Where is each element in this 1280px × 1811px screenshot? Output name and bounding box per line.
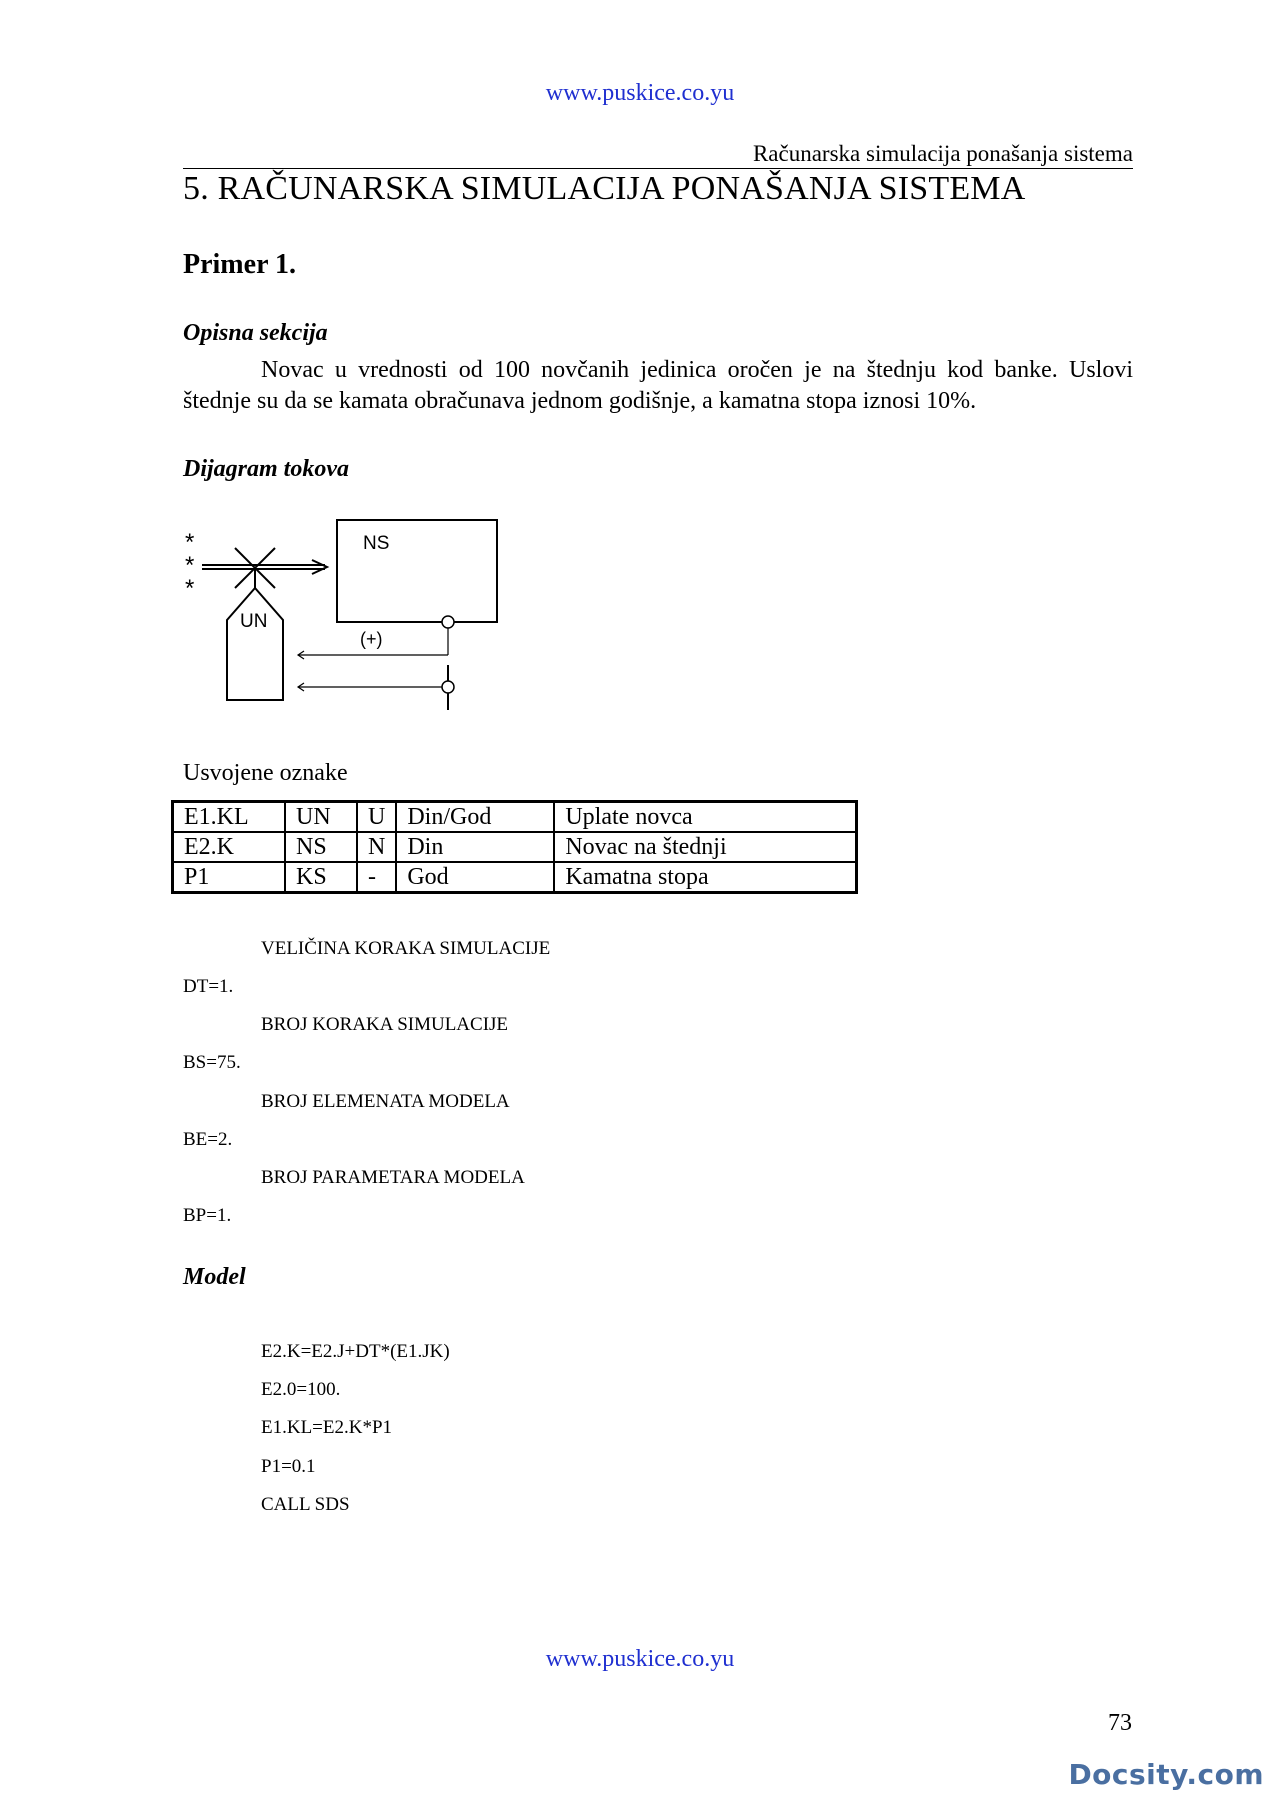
param-comment-be: BROJ ELEMENATA MODELA: [261, 1091, 510, 1112]
model-heading: Model: [183, 1264, 246, 1290]
chapter-title: 5. RAČUNARSKA SIMULACIJA PONAŠANJA SISTEMA: [183, 170, 1026, 207]
table-cell: E2.K: [173, 832, 286, 862]
level-ns-box: [337, 520, 497, 622]
model-line: E1.KL=E2.K*P1: [261, 1417, 393, 1438]
param-comment-dt: VELIČINA KORAKA SIMULACIJE: [261, 938, 551, 959]
table-cell: N: [357, 832, 396, 862]
model-line: CALL SDS: [261, 1494, 350, 1515]
param-comment-bp: BROJ PARAMETARA MODELA: [261, 1167, 525, 1188]
table-cell: -: [357, 862, 396, 893]
example-title: Primer 1.: [183, 249, 296, 280]
flow-arrowhead: [312, 560, 327, 574]
table-cell: Din/God: [396, 802, 554, 833]
diagram-heading: Dijagram tokova: [183, 456, 349, 482]
rate-un-shape: [227, 588, 283, 700]
table-cell: Novac na štednji: [554, 832, 857, 862]
param-value-bp: BP=1.: [183, 1205, 232, 1226]
table-cell: NS: [285, 832, 357, 862]
parameter-node: [442, 681, 454, 693]
footer-url[interactable]: www.puskice.co.yu: [545, 1646, 735, 1672]
param-value-dt: DT=1.: [183, 976, 234, 997]
notation-table: [171, 800, 858, 894]
descriptive-paragraph: [183, 355, 1133, 417]
model-line: E2.K=E2.J+DT*(E1.JK): [261, 1341, 450, 1362]
rate-un-label: UN: [240, 611, 268, 632]
info-node-ns: [442, 616, 454, 628]
table-cell: KS: [285, 862, 357, 893]
table-row: [173, 802, 857, 833]
running-title: Računarska simulacija ponašanja sistema: [183, 141, 1133, 169]
table-row: [173, 862, 857, 893]
descriptive-heading: Opisna sekcija: [183, 320, 328, 346]
table-cell: U: [357, 802, 396, 833]
table-cell: Kamatna stopa: [554, 862, 857, 893]
model-line: E2.0=100.: [261, 1379, 341, 1400]
descriptive-text: Novac u vrednosti od 100 novčanih jedinica oročen je na štednju kod banke. Uslovi štednje su da se kamata obračunava jednom godišnje, a kamatna stopa iznosi 10%.: [183, 357, 1133, 414]
param-comment-bs: BROJ KORAKA SIMULACIJE: [261, 1014, 509, 1035]
table-cell: God: [396, 862, 554, 893]
table-cell: P1: [173, 862, 286, 893]
source-asterisk-3: *: [185, 575, 195, 602]
param-value-be: BE=2.: [183, 1129, 233, 1150]
notation-label: Usvojene oznake: [183, 760, 348, 786]
header-url[interactable]: www.puskice.co.yu: [545, 80, 735, 106]
level-ns-label: NS: [363, 533, 390, 554]
model-line: P1=0.1: [261, 1456, 316, 1477]
source-asterisk-1: *: [185, 529, 195, 556]
param-value-bs: BS=75.: [183, 1052, 241, 1073]
table-cell: UN: [285, 802, 357, 833]
table-cell: E1.KL: [173, 802, 286, 833]
polarity-label: (+): [360, 629, 383, 649]
docsity-logo[interactable]: Docsity.com: [1068, 1758, 1264, 1791]
flow-diagram: [170, 505, 530, 720]
table-cell: Uplate novca: [554, 802, 857, 833]
table-row: [173, 832, 857, 862]
table-cell: Din: [396, 832, 554, 862]
source-asterisk-2: *: [185, 552, 195, 579]
page-number: 73: [1108, 1710, 1132, 1736]
